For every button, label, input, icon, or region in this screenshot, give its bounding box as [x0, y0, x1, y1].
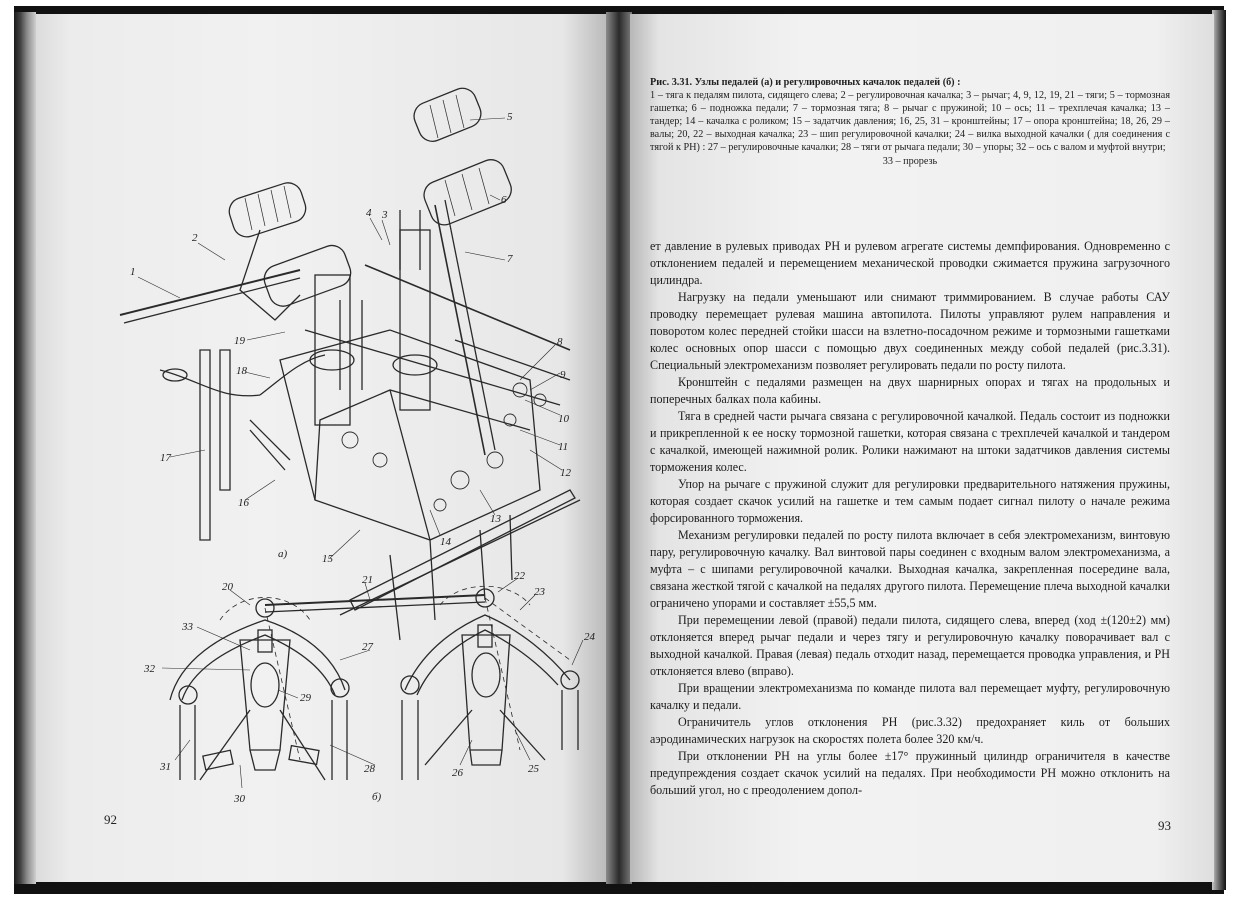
- paragraph: Упор на рычаге с пружиной служит для регулировки предварительного натяжения пружины, которая создает скачок усилий на гашетке и тем самым подает сигнал пилоту о начале режима форсированного торможения.: [650, 477, 1170, 525]
- callout: 6: [501, 194, 507, 206]
- paragraph: При отклонении РН на углы более ±17° пружинный цилиндр ограничителя в качестве предупреждения создает скачок усилий на педалях. При необходимости РН можно отклонить на больший угол, но с преодолением допол-: [650, 749, 1170, 797]
- callout: 11: [558, 441, 569, 453]
- paragraph: Тяга в средней части рычага связана с регулировочной качалкой. Педаль состоит из подножки и прикрепленной к ее носку тормозной гашетки, которая связана с трехплечей качалкой и тандером с качалкой, имеющей нажимной ролик. Ролики нажимают на штоки задатчиков давления системы торможения колес.: [650, 409, 1170, 474]
- figure-caption: [650, 76, 1170, 168]
- callout: 12: [560, 467, 571, 479]
- callout: 3: [382, 209, 388, 221]
- pedal-assembly-figure: [100, 60, 610, 820]
- callout: 18: [236, 365, 247, 377]
- callout: 20: [222, 581, 233, 593]
- callout: 32: [144, 663, 155, 675]
- callout: 4: [366, 207, 372, 219]
- callout: 30: [234, 793, 245, 805]
- subfigure-a-label: а): [278, 548, 288, 560]
- callout: 13: [490, 513, 501, 525]
- callout: 25: [528, 763, 539, 775]
- callout: 31: [160, 761, 171, 773]
- paragraph: При вращении электромеханизма по команде пилота вал перемещает муфту, регулировочную качалку и педали.: [650, 681, 1170, 712]
- callout: 15: [322, 553, 333, 565]
- paragraph: При перемещении левой (правой) педали пилота, сидящего слева, вперед (ход ±(120±2) мм) отклоняется вперед рычаг педали и через тягу и регулировочную качалку поворачивает вал с выходной качалкой. Правая (левая) педаль отходит назад, перемещается проводка управления, и РН отклоняется влево (вправо).: [650, 613, 1170, 678]
- paragraph: Кронштейн с педалями размещен на двух шарнирных опорах и тягах на продольных и поперечных балках пола кабины.: [650, 375, 1170, 406]
- caption-title: Рис. 3.31. Узлы педалей (а) и регулировочных качалок педалей (б) :: [650, 77, 961, 88]
- callout: 19: [234, 335, 245, 347]
- callout: 29: [300, 692, 311, 704]
- caption-tail: 33 – прорезь: [882, 155, 938, 167]
- caption-body: 1 – тяга к педалям пилота, сидящего слева; 2 – регулировочная качалка; 3 – рычаг; 4, 9, 12, 19, 21 – тяги; 5 – тормозная гашетка; 6 – подножка педали; 7 – тормозная тяга; 8 – рычаг с пружиной; 10 – ось; 11 – трехплечая качалка; 13 – тандер; 14 – качалка с роликом; 15 – задатчик давления; 16, 25, 31 – кронштейны; 17 – опора кронштейна; 18, 26, 29 – валы; 20, 22 – выходная качалка; 23 – шип регулировочной качалки; 24 – вилка выходной качалки ( для соединения с тягой к РН) : 27 – регулировочные качалки; 28 – тяги от рычага педали; 30 – упоры; 32 – ось с валом и муфтой внутри;: [650, 90, 1170, 154]
- paragraph: Нагрузку на педали уменьшают или снимают триммированием. В случае работы САУ проводку перемещает рулевая машина автопилота. Пилоты управляют рулем направления и поворотом колес передней стойки шасси на взлетно-посадочном режиме и тормозными гашетками колес основных опор шасси с помощью двух соединенных между собой педалей (рис.3.31). Специальный электромеханизм позволяет регулировать педали по росту пилота.: [650, 290, 1170, 372]
- book-right-edge: [1212, 10, 1226, 890]
- callout: 23: [534, 586, 545, 598]
- callout: 28: [364, 763, 375, 775]
- paragraph: Ограничитель углов отклонения РН (рис.3.32) предохраняет киль от больших аэродинамических нагрузок на скоростях полета более 320 км/ч.: [650, 715, 1170, 746]
- body-text: [650, 238, 1170, 799]
- callout: 16: [238, 497, 249, 509]
- callout: 9: [560, 369, 566, 381]
- callout: 10: [558, 413, 569, 425]
- callout: 17: [160, 452, 171, 464]
- left-page-number: 92: [104, 812, 117, 827]
- right-page-number: 93: [1158, 818, 1171, 833]
- callout: 24: [584, 631, 595, 643]
- callout: 33: [182, 621, 193, 633]
- paragraph: ет давление в рулевых приводах РН и рулевом агрегате системы демпфирования. Одновременно с отклонением педалей и перемещением механической проводки сжимается пружина загрузочного цилиндра.: [650, 239, 1170, 287]
- callout: 2: [192, 232, 198, 244]
- callout: 22: [514, 570, 525, 582]
- subfigure-b-label: б): [372, 791, 382, 803]
- book-left-edge: [14, 12, 36, 884]
- callout: 26: [452, 767, 463, 779]
- callout: 1: [130, 266, 136, 278]
- pedal-assembly-drawing: [100, 60, 610, 820]
- paragraph: Механизм регулировки педалей по росту пилота включает в себя электромеханизм, винтовую пару, регулировочную качалку. Вал винтовой пары соединен с входным валом электромеханизма, а муфта – с шипами регулировочной качалки. Выходная качалка, закрепленная посередине вала, связана жесткой тягой с качалкой на педалях другого пилота. Перемещение плеча выходной качалки ограничено упорами и составляет ±55,5 мм.: [650, 528, 1170, 610]
- callout: 5: [507, 111, 513, 123]
- callout: 7: [507, 253, 513, 265]
- callout: 21: [362, 574, 373, 586]
- callout: 27: [362, 641, 373, 653]
- callout: 8: [557, 336, 563, 348]
- callout: 14: [440, 536, 451, 548]
